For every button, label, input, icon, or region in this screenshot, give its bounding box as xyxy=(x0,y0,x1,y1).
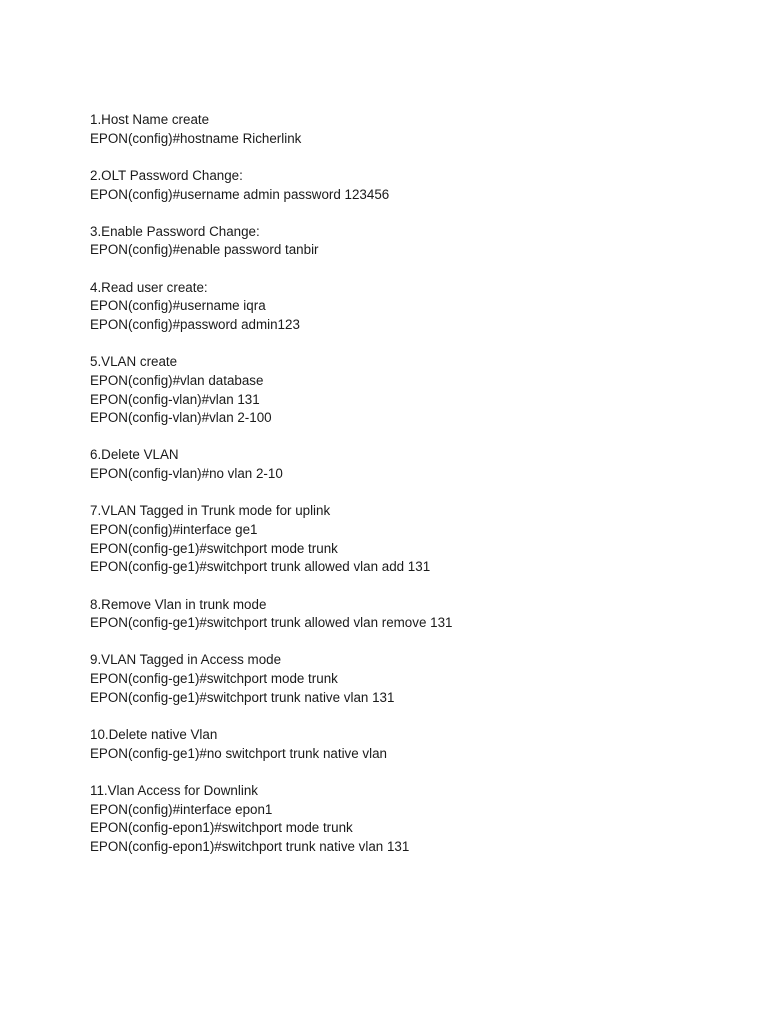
command-line: EPON(config-ge1)#switchport trunk native vlan 131 xyxy=(90,689,395,705)
command-line: EPON(config)#interface ge1 xyxy=(90,522,258,537)
command-line: EPON(config-vlan)#no vlan 2-10 xyxy=(90,466,283,482)
section-vlan-access-mode xyxy=(90,651,710,707)
command-line: EPON(config-ge1)#switchport mode trunk xyxy=(90,540,338,556)
command-line: EPON(config)#username admin password 123456 xyxy=(90,186,390,202)
section-heading: 11.Vlan Access for Downlink xyxy=(90,782,258,798)
section-vlan-create xyxy=(90,353,710,428)
section-heading: 3.Enable Password Change: xyxy=(90,223,260,239)
command-line: EPON(config)#enable password tanbir xyxy=(90,242,319,258)
section-host-name xyxy=(90,111,710,148)
command-line: EPON(config-epon1)#switchport trunk native vlan 131 xyxy=(90,838,410,854)
command-line: EPON(config-ge1)#switchport trunk allowed vlan remove 131 xyxy=(90,615,453,631)
section-heading: 1.Host Name create xyxy=(90,112,210,127)
section-delete-vlan xyxy=(90,446,710,483)
command-line: EPON(config)#hostname Richerlink xyxy=(90,130,302,146)
section-remove-vlan-trunk xyxy=(90,596,710,633)
section-read-user xyxy=(90,279,710,335)
command-line: EPON(config-ge1)#switchport trunk allowed vlan add 131 xyxy=(90,559,431,575)
command-line: EPON(config-ge1)#no switchport trunk native vlan xyxy=(90,745,387,761)
section-heading: 9.VLAN Tagged in Access mode xyxy=(90,652,282,668)
command-line: EPON(config)#interface epon1 xyxy=(90,801,273,817)
section-enable-password xyxy=(90,223,710,260)
section-heading: 2.OLT Password Change: xyxy=(90,167,243,183)
section-olt-password xyxy=(90,167,710,204)
section-heading: 8.Remove Vlan in trunk mode xyxy=(90,596,267,612)
section-vlan-trunk-uplink xyxy=(90,502,710,577)
command-line: EPON(config)#vlan database xyxy=(90,372,264,388)
command-line: EPON(config-vlan)#vlan 131 xyxy=(90,391,260,407)
section-heading: 4.Read user create: xyxy=(90,279,208,295)
document-page xyxy=(90,111,710,875)
command-line: EPON(config-vlan)#vlan 2-100 xyxy=(90,410,272,426)
section-heading: 6.Delete VLAN xyxy=(90,447,179,463)
section-heading: 7.VLAN Tagged in Trunk mode for uplink xyxy=(90,503,331,519)
command-line: EPON(config)#password admin123 xyxy=(90,317,300,332)
command-line: EPON(config-ge1)#switchport mode trunk xyxy=(90,671,338,687)
section-heading: 10.Delete native Vlan xyxy=(90,727,218,742)
command-line: EPON(config-epon1)#switchport mode trunk xyxy=(90,820,353,836)
command-line: EPON(config)#username iqra xyxy=(90,298,266,314)
section-vlan-access-downlink xyxy=(90,782,710,857)
section-heading: 5.VLAN create xyxy=(90,354,178,370)
section-delete-native-vlan xyxy=(90,726,710,763)
